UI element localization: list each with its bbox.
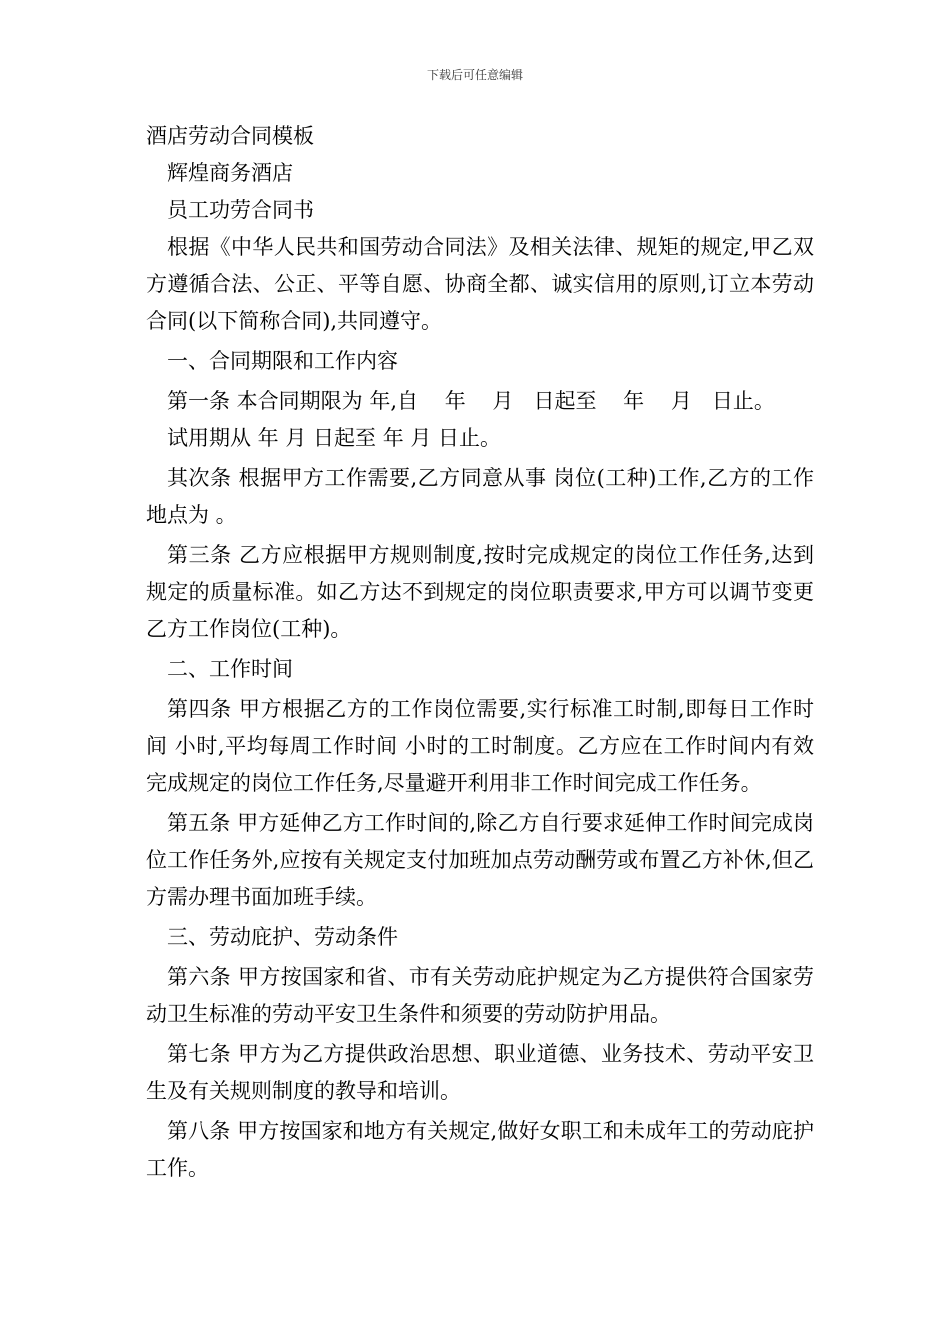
document-title: 酒店劳动合同模板 [146,124,314,148]
page-header: 下载后可任意编辑 [426,68,523,82]
company-name: 辉煌商务酒店 [167,161,293,185]
section-heading-2: 二、工作时间 [167,657,293,681]
preamble-paragraph: 根据《中华人民共和国劳动合同法》及相关法律、规矩的规定,甲乙双方遵循合法、公正、平等自愿、协商全都、诚实信用的原则,订立本劳动合同(以下简称合同),共同遵守。 [146,235,814,333]
article-3: 第三条 乙方应根据甲方规则制度,按时完成规定的岗位工作任务,达到规定的质量标准。如乙方达不到规定的岗位职责要求,甲方可以调节变更乙方工作岗位(工种)。 [146,543,814,641]
contract-name: 员工功劳合同书 [167,198,314,222]
article-7: 第七条 甲方为乙方提供政治思想、职业道德、业务技术、劳动平安卫生及有关规则制度的教导和培训。 [146,1042,814,1103]
article-6: 第六条 甲方按国家和省、市有关劳动庇护规定为乙方提供符合国家劳动卫生标准的劳动平安卫生条件和须要的劳动防护用品。 [146,965,814,1026]
document-body [146,118,814,1187]
section-heading-3: 三、劳动庇护、劳动条件 [167,925,398,949]
article-1: 第一条 本合同期限为 年,自 年 月 日起至 年 月 日止。 [167,389,775,413]
article-1-probation: 试用期从 年 月 日起至 年 月 日止。 [167,426,502,450]
article-4: 第四条 甲方根据乙方的工作岗位需要,实行标准工时制,即每日工作时间 小时,平均每周工作时间 小时的工时制度。乙方应在工作时间内有效完成规定的岗位工作任务,尽量避开利用非工作时间完成工作任务。 [146,697,814,795]
article-5: 第五条 甲方延伸乙方工作时间的,除乙方自行要求延伸工作时间完成岗位工作任务外,应按有关规定支付加班加点劳动酬劳或布置乙方补休,但乙方需办理书面加班手续。 [146,811,814,909]
article-8: 第八条 甲方按国家和地方有关规定,做好女职工和未成年工的劳动庇护工作。 [146,1119,814,1180]
section-heading-1: 一、合同期限和工作内容 [167,349,398,373]
article-2: 其次条 根据甲方工作需要,乙方同意从事 岗位(工种)工作,乙方的工作地点为 。 [146,466,814,527]
